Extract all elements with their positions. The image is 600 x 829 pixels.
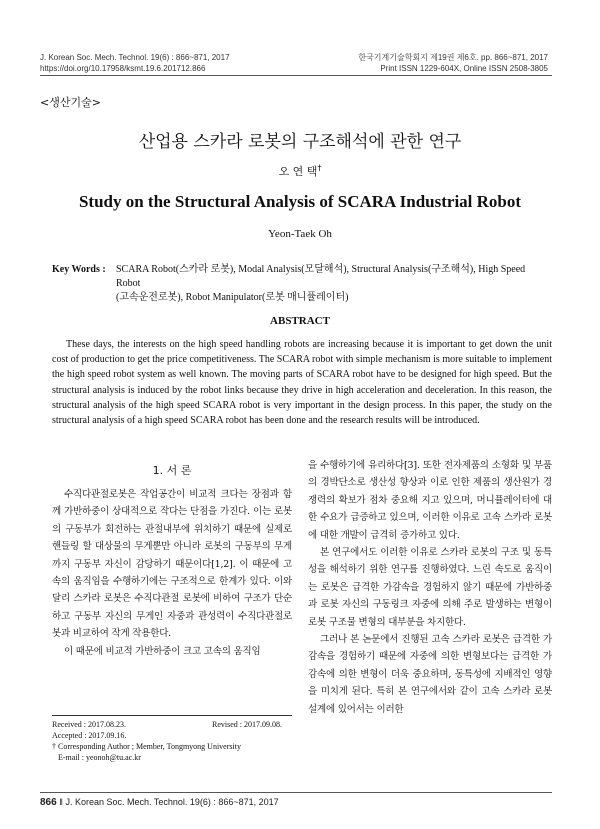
footer-divider — [40, 792, 552, 793]
footer-citation: J. Korean Soc. Mech. Technol. 19(6) : 866~871, 2017 — [65, 797, 279, 807]
page-footer — [40, 797, 279, 808]
journal-citation: J. Korean Soc. Mech. Technol. 19(6) : 866~871, 2017 — [40, 53, 230, 62]
left-column — [52, 486, 292, 660]
header-divider — [40, 75, 552, 76]
author-english: Yeon-Taek Oh — [268, 228, 332, 240]
title-english: Study on the Structural Analysis of SCARA Industrial Robot — [78, 192, 522, 211]
received-date: Received : 2017.08.23. — [52, 720, 126, 729]
left-paragraph-1: 수직다관절로봇은 작업공간이 비교적 크다는 장점과 함께 가반하중이 상대적으로 작다는 단점을 가진다. 이는 로봇의 구동부가 회전하는 관절내부에 위치하기 때문에 실제로 핸들링 할 대상물의 무게뿐만 아니라 로봇의 구동부의 무게까지 구동부 자신이 감당하기 때문이다[1,2]. 이 때문에 고속의 움직임을 수행하기에는 구조적으로 한계가 있다. 이와 달리 스카라 로봇은 수직다관절 로봇에 비하여 구조가 단순하고 구동부 자신의 무게인 자중과 관성력이 수직다관절로봇과 비교하여 작게 작용한다. — [52, 489, 292, 640]
left-paragraph-2: 이 때문에 비교적 가반하중이 크고 고속의 움직임 — [64, 645, 261, 657]
title-korean: 산업용 스카라 로봇의 구조해석에 관한 연구 — [138, 132, 462, 152]
author-korean — [0, 163, 600, 179]
journal-citation-ko: 한국기계기술학회지 제19권 제6호. pp. 866~871, 2017 — [358, 53, 548, 62]
category-label: <생산기술> — [40, 96, 101, 109]
keywords-line1: SCARA Robot(스카라 로봇), Modal Analysis(모달해석), Structural Analysis(구조해석), High Speed Robot — [116, 264, 526, 289]
revised-date: Revised : 2017.09.08. — [212, 720, 282, 729]
issn-info: Print ISSN 1229-604X, Online ISSN 2508-3805 — [380, 64, 548, 73]
journal-header-left — [40, 52, 230, 74]
author-email[interactable]: E-mail : yeonoh@tu.ac.kr — [58, 753, 141, 762]
footer-separator: ‖ — [59, 797, 63, 807]
right-paragraph-1: 을 수행하기에 유리하다[3]. 또한 전자제품의 소형화 및 부품의 경박단소로 생산성 향상과 이로 인한 제품의 생산원가 경쟁력의 확보가 점차 중요해 지고 있으며, 머니퓰레이터에 대한 수요가 급증하고 있으며, 이러한 이유로 고속 스카라 로봇에 대한 개발이 급격히 증가하고 있다. — [308, 460, 552, 541]
author-name-ko: 오 연 택 — [278, 165, 318, 178]
footnote-divider — [52, 715, 292, 716]
journal-header-right — [358, 52, 548, 74]
keywords-label: Key Words : — [52, 264, 106, 275]
abstract-heading: ABSTRACT — [270, 315, 330, 327]
corresponding-author: † Corresponding Author ; Member, Tongmyong University — [52, 742, 241, 751]
right-paragraph-2: 본 연구에서도 이러한 이유로 스카라 로봇의 구조 및 동특성을 해석하기 위한 연구를 진행하였다. 느린 속도로 움직이는 로봇은 급격한 가감속을 경험하지 않기 때문에 가반하중과 로봇 자신의 구동링크 자중에 의해 주로 발생하는 변형이 로봇 구조물 변형의 대부분을 차지한다. — [308, 547, 552, 628]
abstract-text: These days, the interests on the high speed handling robots are increasing because it is important to get down the unit cost of production to get the price competitiveness. The SCARA robot with simple mechanism is more suitable to implement the high speed robot system as well known. The moving parts of SCARA robot have to be designed for high speed. But the structural analysis is induced by the robot links because they drive in high acceleration and deceleration. In this reason, the structural analysis of the high speed SCARA robot is very important in the design process. In this paper, the study on the structural analysis of a high speed SCARA robot has been done and the research results will be introduced. — [52, 339, 553, 427]
page-number: 866 — [40, 797, 57, 808]
footnote — [52, 719, 282, 763]
doi-link[interactable]: https://doi.org/10.17958/ksmt.19.6.201712.866 — [40, 64, 206, 73]
keywords-line2: (고속운전로봇), Robot Manipulator(로봇 매니퓰레이터) — [116, 292, 349, 303]
section-heading: 1. 서 론 — [152, 464, 192, 477]
right-column — [308, 457, 552, 718]
keywords-block — [52, 263, 552, 305]
corresponding-mark: † — [317, 163, 322, 173]
right-paragraph-3: 그러나 본 논문에서 진행된 고속 스카라 로봇은 급격한 가감속을 경험하기 때문에 자중에 의한 변형보다는 급격한 가감속에 의한 변형이 더욱 중요하며, 동특성에 지배적인 영향을 미치게 된다. 특히 본 연구에서와 같이 고속 스카라 로봇 설계에 있어서는 이러한 — [308, 634, 552, 715]
accepted-date: Accepted : 2017.09.16. — [52, 731, 127, 740]
